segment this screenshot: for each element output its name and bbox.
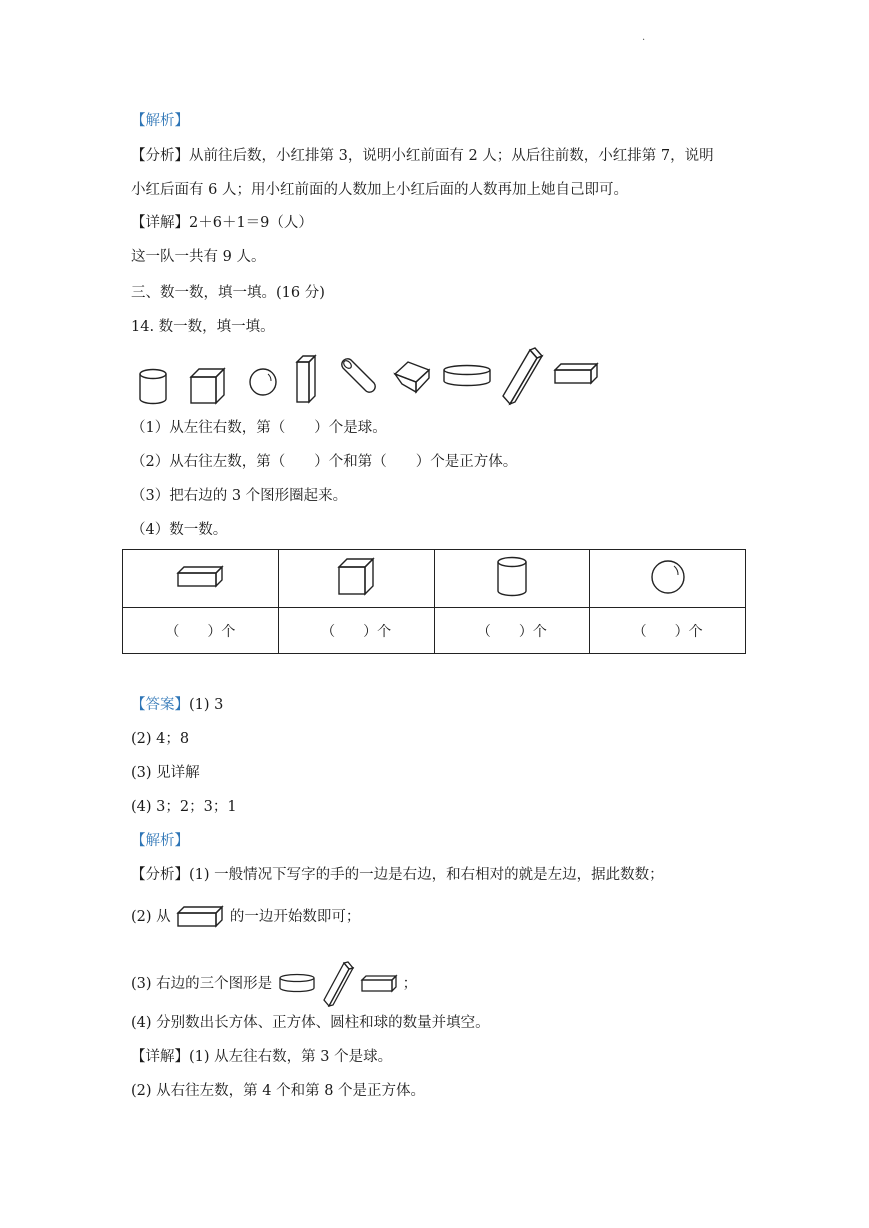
cylinder-icon xyxy=(137,368,169,406)
question14-title: 14. 数一数，填一填。 xyxy=(131,319,275,335)
answer-a4: (4) 3；2；3；1 xyxy=(131,799,237,815)
count-blank-sphere[interactable]: （ ）个 xyxy=(590,608,746,654)
analysis2-fenxi2 xyxy=(131,905,360,929)
analysis2-xiangjie2: (2) 从右往左数，第 4 个和第 8 个是正方体。 xyxy=(131,1083,426,1099)
slanted-cuboid-icon xyxy=(321,960,355,1008)
analysis-conclusion: 这一队一共有 9 人。 xyxy=(131,249,266,265)
cuboid-icon xyxy=(360,974,398,994)
fenxi-text: 从前往后数，小红排第 3，说明小红前面有 2 人；从后往前数，小红排第 7，说明 xyxy=(189,148,714,164)
analysis2-fenxi1 xyxy=(131,865,664,885)
fenxi-tag: 【分析】 xyxy=(131,867,189,883)
sphere-icon xyxy=(248,367,278,397)
xiangjie-tag: 【详解】 xyxy=(131,215,189,231)
section3-title: 三、数一数，填一填。(16 分) xyxy=(131,285,325,301)
q14-part2: （2）从右往左数，第（ ）个和第（ ）个是正方体。 xyxy=(131,454,518,470)
fenxi3-pre: (3) 右边的三个图形是 xyxy=(131,976,273,992)
table-cell xyxy=(590,550,746,608)
answer-a2: (2) 4；8 xyxy=(131,731,190,747)
analysis2-xiangjie1 xyxy=(131,1047,392,1067)
fenxi2-pre: (2) 从 xyxy=(131,909,171,925)
cube-icon xyxy=(336,557,376,597)
tilted-cube-icon xyxy=(392,358,432,394)
table-row xyxy=(123,550,746,608)
cylinder-icon xyxy=(495,556,529,598)
analysis-xiangjie xyxy=(131,213,313,233)
flat-cylinder-icon xyxy=(442,364,492,390)
analysis-header: 【解析】 xyxy=(131,113,189,129)
analysis2-fenxi3 xyxy=(131,960,417,1008)
cuboid-icon xyxy=(175,905,225,929)
xiangjie-tag: 【详解】 xyxy=(131,1049,189,1065)
count-blank-cuboid[interactable]: （ ）个 xyxy=(123,608,279,654)
table-cell xyxy=(278,550,434,608)
fenxi-tag: 【分析】 xyxy=(131,148,189,164)
cuboid-icon xyxy=(553,362,599,386)
rod-icon xyxy=(338,358,378,394)
count-blank-cube[interactable]: （ ）个 xyxy=(278,608,434,654)
cuboid-icon xyxy=(175,565,225,589)
xiangjie-text: 2＋6＋1＝9（人） xyxy=(189,215,313,231)
slanted-cuboid-icon xyxy=(500,346,544,406)
tall-cuboid-icon xyxy=(295,354,319,404)
analysis-fenxi-line2: 小红后面有 6 人；用小红前面的人数加上小红后面的人数再加上她自己即可。 xyxy=(131,182,628,198)
answer-a1: (1) 3 xyxy=(189,697,224,713)
count-table xyxy=(122,549,746,654)
table-row xyxy=(123,608,746,654)
top-mark: . xyxy=(642,32,646,43)
answer-a3: (3) 见详解 xyxy=(131,765,200,781)
answer-tag: 【答案】 xyxy=(131,697,189,713)
fenxi-text: (1) 一般情况下写字的手的一边是右边，和右相对的就是左边，据此数数； xyxy=(189,867,664,883)
q14-part4: （4）数一数。 xyxy=(131,522,228,538)
xiangjie-text: (1) 从左往右数，第 3 个是球。 xyxy=(189,1049,393,1065)
sphere-icon xyxy=(649,558,687,596)
answer-line1 xyxy=(131,695,223,715)
count-blank-cylinder[interactable]: （ ）个 xyxy=(434,608,590,654)
flat-cylinder-icon xyxy=(277,973,317,995)
analysis-fenxi-line1 xyxy=(131,146,714,166)
q14-part3: （3）把右边的 3 个图形圈起来。 xyxy=(131,488,348,504)
cube-icon xyxy=(189,367,227,405)
table-cell xyxy=(434,550,590,608)
analysis2-fenxi4: (4) 分别数出长方体、正方体、圆柱和球的数量并填空。 xyxy=(131,1015,490,1031)
q14-part1: （1）从左往右数，第（ ）个是球。 xyxy=(131,420,387,436)
fenxi2-post: 的一边开始数即可； xyxy=(229,909,361,925)
fenxi3-post: ； xyxy=(402,976,418,992)
table-cell xyxy=(123,550,279,608)
shapes-row xyxy=(135,344,605,408)
analysis2-header: 【解析】 xyxy=(131,833,189,849)
